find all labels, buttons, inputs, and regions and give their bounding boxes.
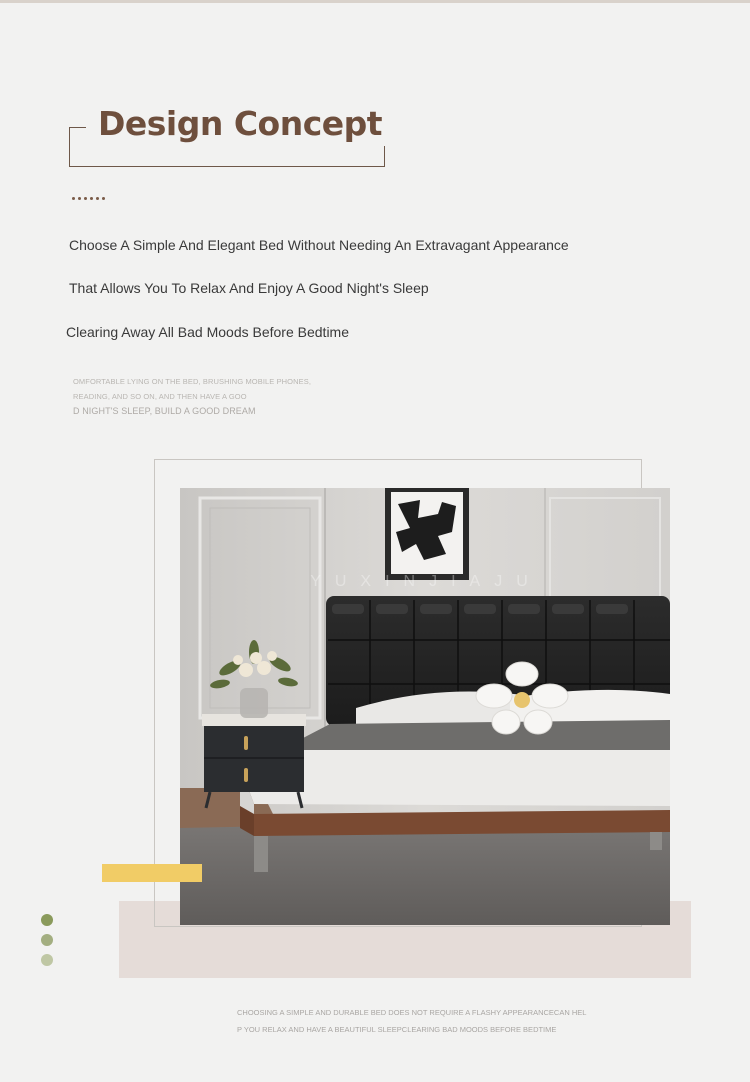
english-subtext [73,374,311,419]
concept-line-1: Choose A Simple And Elegant Bed Without Needing An Extravagant Appearance [69,237,569,253]
bottom-caption [237,1004,586,1038]
decorative-dots [41,914,53,974]
dot-2 [41,934,53,946]
caption-line-2: P YOU RELAX AND HAVE A BEAUTIFUL SLEEPCLEARING BAD MOODS BEFORE BEDTIME [237,1025,557,1034]
bedroom-photo [180,488,670,925]
dotted-separator [72,197,105,200]
dot-1 [41,914,53,926]
dot-3 [41,954,53,966]
yellow-accent-bar [102,864,202,882]
english-subtext-line-3: D NIGHT'S SLEEP, BUILD A GOOD DREAM [73,406,256,416]
concept-line-3: Clearing Away All Bad Moods Before Bedtime [66,324,350,340]
concept-line-2: That Allows You To Relax And Enjoy A Good Night's Sleep [69,280,429,296]
page-title: Design Concept [86,102,394,146]
watermark-text: YUXINJIAJU [310,573,542,590]
top-divider [0,0,750,3]
english-subtext-line-2: READING, AND SO ON, AND THEN HAVE A GOO [73,392,247,401]
caption-line-1: CHOOSING A SIMPLE AND DURABLE BED DOES NOT REQUIRE A FLASHY APPEARANCECAN HEL [237,1008,587,1017]
english-subtext-line-1: OMFORTABLE LYING ON THE BED, BRUSHING MOBILE PHONES, [73,377,312,386]
wall-art-icon [385,488,469,580]
